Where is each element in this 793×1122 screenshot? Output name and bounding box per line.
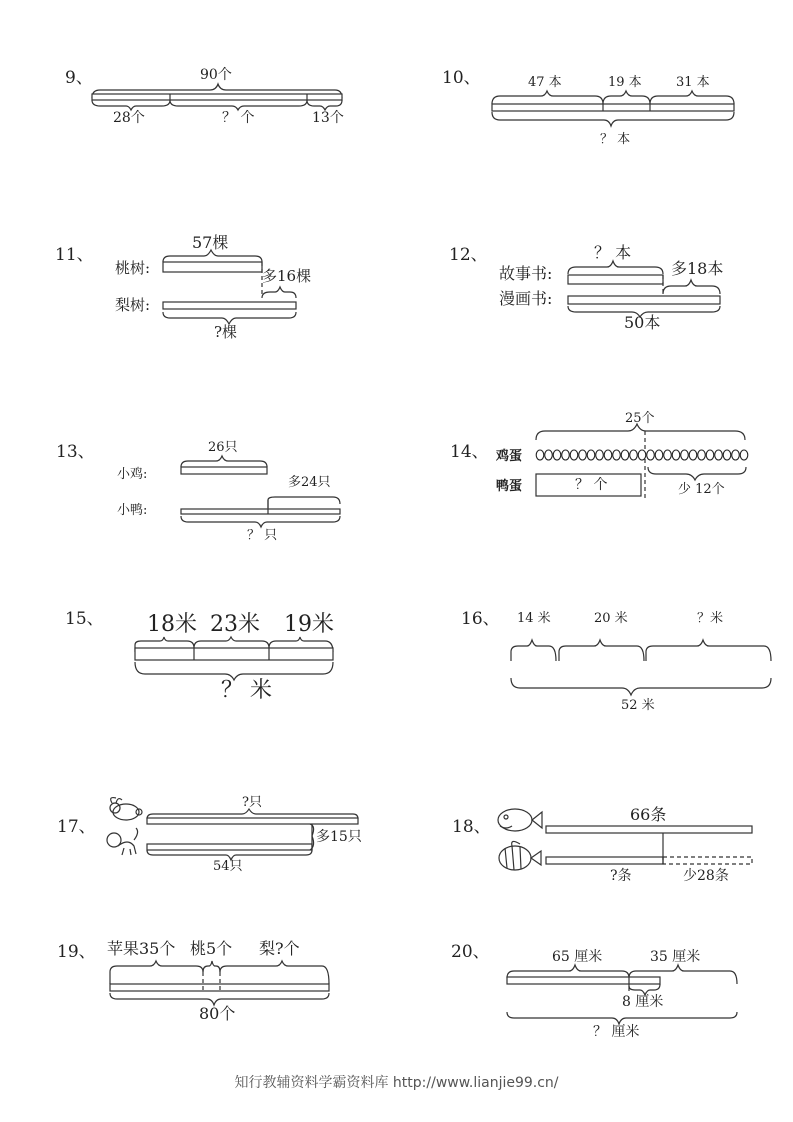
difference-label: 少28条 <box>683 868 729 884</box>
box-label: ？ 个 <box>575 477 608 493</box>
problem-number: 12、 <box>449 245 488 265</box>
total-label: ？ 米 <box>221 678 272 703</box>
total-label: ？ 厘米 <box>593 1024 640 1040</box>
part-label: 31 本 <box>676 75 710 90</box>
part-label: 梨?个 <box>259 939 300 958</box>
problem-number: 16、 <box>461 609 500 629</box>
part-label: ？米 <box>697 611 724 626</box>
problem-number: 9、 <box>65 68 93 88</box>
top-label: ？ 本 <box>594 243 632 262</box>
problem-number: 10、 <box>442 68 481 88</box>
total-label: 52 米 <box>621 698 655 713</box>
part-label: 65 厘米 <box>552 949 603 965</box>
top-label: 66条 <box>630 805 667 824</box>
part-label: 19米 <box>284 612 334 637</box>
total-label: ？ 本 <box>600 132 631 147</box>
part-label: 28个 <box>113 110 145 126</box>
problem-number: 14、 <box>450 442 489 462</box>
row-label: 桃树: <box>115 259 151 277</box>
problem-number: 17、 <box>57 817 96 837</box>
part-label: 桃5个 <box>190 939 233 958</box>
top-label: 57棵 <box>192 233 229 252</box>
total-label: ？ 只 <box>247 528 278 543</box>
total-label: 54只 <box>213 859 243 874</box>
part-label: 13个 <box>312 110 344 126</box>
difference-label: 少 12个 <box>678 482 725 497</box>
difference-label: 多24只 <box>288 475 331 490</box>
difference-label: 多15只 <box>316 829 362 845</box>
part-label: 19 本 <box>608 75 642 90</box>
part-label: 20 米 <box>594 611 628 626</box>
row-label: 小鸡: <box>117 467 148 482</box>
row-label: 故事书: <box>499 264 553 283</box>
problem-number: 19、 <box>57 942 96 962</box>
part-label: 47 本 <box>528 75 562 90</box>
top-label: 25个 <box>625 411 655 426</box>
problem-number: 11、 <box>55 245 94 265</box>
top-label: ?只 <box>242 795 262 810</box>
difference-label: 多16棵 <box>262 267 312 285</box>
part-label: 23米 <box>210 612 260 637</box>
problem-number: 18、 <box>452 817 491 837</box>
part-label: 35 厘米 <box>650 949 701 965</box>
problem-number: 20、 <box>451 942 490 962</box>
total-label: 80个 <box>199 1004 236 1023</box>
total-label: 90个 <box>200 67 232 83</box>
part-label: 苹果35个 <box>107 939 176 958</box>
row-label: 小鸭: <box>117 503 148 518</box>
row-label: 鸭蛋 <box>496 479 523 494</box>
problem-number: 13、 <box>56 442 95 462</box>
total-label: ?棵 <box>214 323 238 341</box>
problem-number: 15、 <box>65 609 104 629</box>
row-label: 梨树: <box>115 296 151 314</box>
part-label: 14 米 <box>517 611 551 626</box>
row-label: 鸡蛋 <box>496 449 523 464</box>
part-label: 18米 <box>147 612 197 637</box>
top-label: 26只 <box>208 440 238 455</box>
total-label: 50本 <box>624 313 661 332</box>
overlap-label: 8 厘米 <box>622 994 664 1010</box>
unknown-label: ?条 <box>610 868 632 884</box>
row-label: 漫画书: <box>499 289 553 308</box>
part-label: ？ 个 <box>222 110 255 126</box>
difference-label: 多18本 <box>671 259 724 278</box>
footer-watermark: 知行教辅资料学霸资料库 http://www.lianjie99.cn/ <box>234 1075 559 1091</box>
